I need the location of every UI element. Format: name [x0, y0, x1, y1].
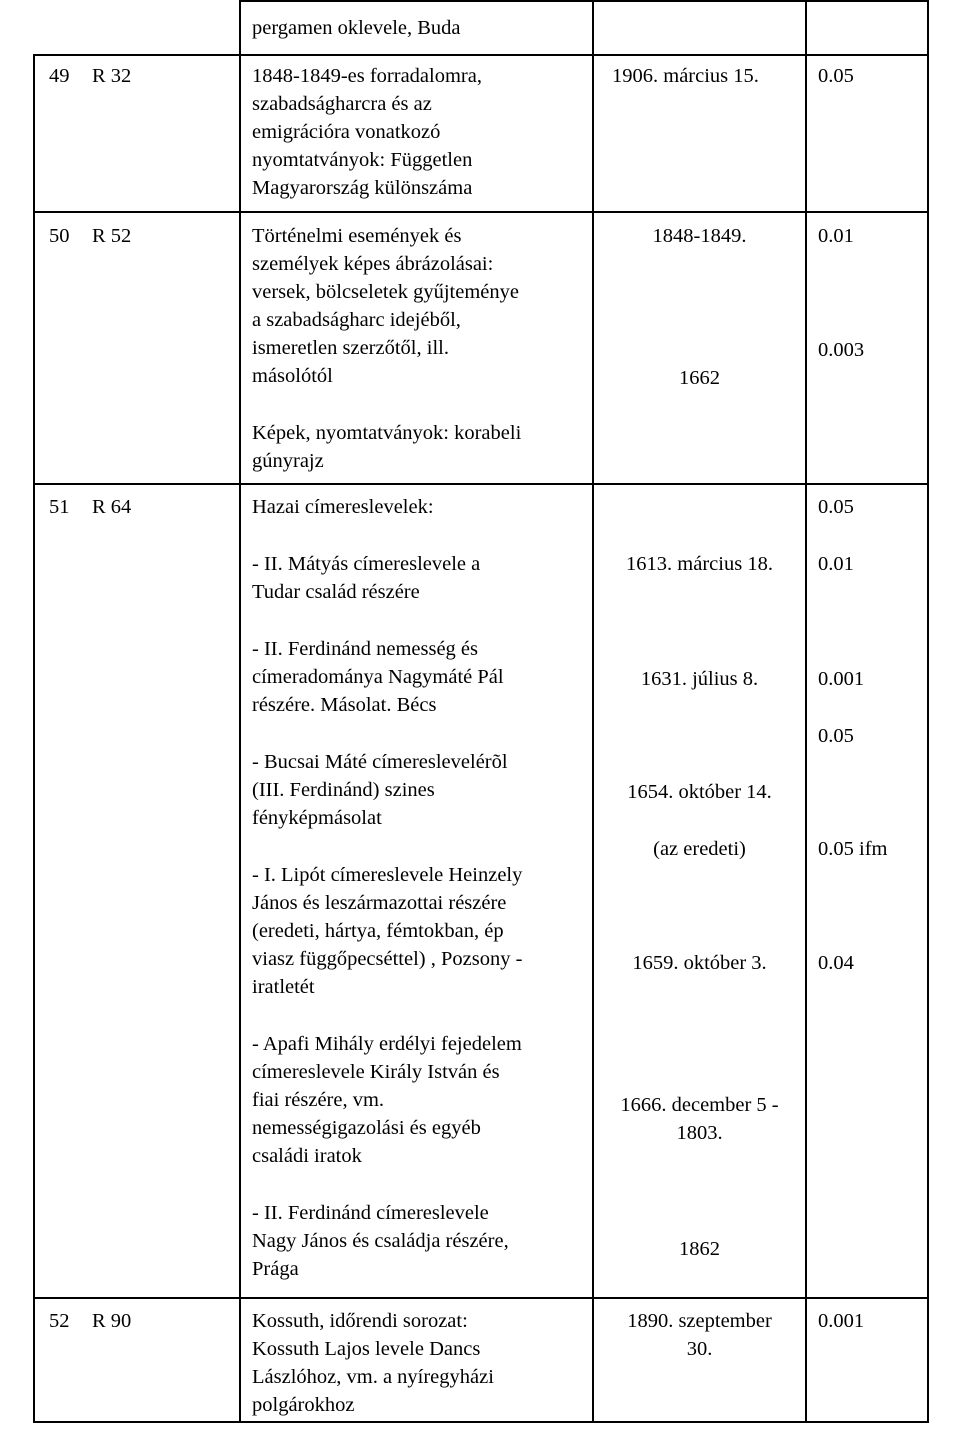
item-date: 1862 — [679, 1238, 720, 1260]
item-date: 1654. október 14. — [627, 781, 772, 803]
item-date: 1631. július 8. — [640, 668, 759, 690]
description-line: viasz függőpecséttel) , Pozsony - — [252, 948, 523, 970]
item-value: 0.04 — [818, 952, 854, 974]
description-line: János és leszármazottai részére — [252, 892, 507, 914]
description-line: iratletét — [252, 976, 315, 998]
description-line: Prága — [252, 1258, 299, 1280]
item-value: 0.05 — [818, 725, 854, 747]
description-line: Képek, nyomtatványok: korabeli — [252, 422, 522, 444]
description-line: nyomtatványok: Független — [252, 149, 473, 171]
description-line: Magyarország különszáma — [252, 177, 473, 199]
item-value: 0.05 ifm — [818, 838, 888, 860]
description-line: pergamen oklevele, Buda — [252, 17, 461, 39]
description-line: Tudar család részére — [252, 581, 420, 603]
item-value: 0.001 — [818, 668, 865, 690]
description-line: polgárokhoz — [252, 1394, 355, 1416]
description-line: versek, bölcseletek gyűjteménye — [252, 281, 519, 303]
table-row-divider — [239, 0, 929, 2]
item-date: 1906. március 15. — [612, 65, 759, 87]
item-date: 1659. október 3. — [632, 952, 767, 974]
description-line: a szabadságharc idejéből, — [252, 309, 461, 331]
description-line: emigrációra vonatkozó — [252, 121, 441, 143]
table-border-right — [927, 0, 929, 1423]
description-line: Lászlóhoz, vm. a nyíregyházi — [252, 1366, 494, 1388]
item-date: 1848-1849. — [652, 225, 747, 247]
table-border-bottom — [33, 1421, 929, 1423]
item-date: 1890. szeptember — [627, 1310, 772, 1332]
item-value: 0.001 — [818, 1310, 865, 1332]
item-description — [252, 493, 522, 1283]
description-line: - Apafi Mihály erdélyi fejedelem — [252, 1033, 522, 1055]
description-line: gúnyrajz — [252, 450, 324, 472]
description-line: Nagy János és családja részére, — [252, 1230, 509, 1252]
description-line: családi iratok — [252, 1145, 362, 1167]
item-date: (az eredeti) — [653, 838, 746, 860]
item-reference: R 64 — [92, 496, 132, 518]
table-row-divider — [33, 211, 929, 213]
description-line: ismeretlen szerzőtől, ill. — [252, 337, 449, 359]
description-line: Hazai címereslevelek: — [252, 496, 434, 518]
item-value: 0.01 — [818, 553, 854, 575]
description-line: (eredeti, hártya, fémtokban, ép — [252, 920, 504, 942]
item-description — [252, 222, 521, 475]
table-divider-col-value — [805, 0, 807, 1423]
item-date: 30. — [686, 1338, 713, 1360]
item-number: 49 — [49, 65, 70, 87]
description-line: fényképmásolat — [252, 807, 382, 829]
table-divider-col-date — [592, 0, 594, 1423]
description-line: nemességigazolási és egyéb — [252, 1117, 481, 1139]
description-line: (III. Ferdinánd) szines — [252, 779, 435, 801]
description-line: szabadságharcra és az — [252, 93, 432, 115]
item-reference: R 52 — [92, 225, 132, 247]
description-line: Történelmi események és — [252, 225, 462, 247]
item-date: 1662 — [679, 367, 720, 389]
item-number: 51 — [49, 496, 70, 518]
description-line: címeradománya Nagymáté Pál — [252, 666, 504, 688]
description-line: - II. Ferdinánd címereslevele — [252, 1202, 489, 1224]
item-date: 1613. március 18. — [626, 553, 773, 575]
description-line: Kossuth, időrendi sorozat: — [252, 1310, 468, 1332]
table-divider-col-desc — [239, 0, 241, 1423]
description-line: részére. Másolat. Bécs — [252, 694, 437, 716]
item-description — [252, 14, 461, 42]
item-reference: R 90 — [92, 1310, 132, 1332]
table-row-divider — [33, 483, 929, 485]
description-line: fiai részére, vm. — [252, 1089, 385, 1111]
item-value: 0.05 — [818, 65, 854, 87]
item-number: 52 — [49, 1310, 70, 1332]
description-line: - II. Mátyás címereslevele a — [252, 553, 481, 575]
item-reference: R 32 — [92, 65, 132, 87]
description-line: személyek képes ábrázolásai: — [252, 253, 494, 275]
item-value: 0.003 — [818, 339, 865, 361]
table-row-divider — [33, 1297, 929, 1299]
table-border-left — [33, 54, 35, 1423]
description-line: - I. Lipót címereslevele Heinzely — [252, 864, 523, 886]
item-date: 1666. december 5 - — [620, 1094, 779, 1116]
table-row-divider — [33, 54, 929, 56]
item-value: 0.01 — [818, 225, 854, 247]
description-line: - Bucsai Máté címereslevelérõl — [252, 751, 508, 773]
description-line: másolótól — [252, 365, 333, 387]
description-line: - II. Ferdinánd nemesség és — [252, 638, 479, 660]
item-date: 1803. — [676, 1122, 723, 1144]
description-line: címereslevele Király István és — [252, 1061, 500, 1083]
item-description — [252, 1307, 494, 1419]
item-value: 0.05 — [818, 496, 854, 518]
description-line: 1848-1849-es forradalomra, — [252, 65, 482, 87]
item-description — [252, 62, 482, 202]
description-line: Kossuth Lajos levele Dancs — [252, 1338, 481, 1360]
item-number: 50 — [49, 225, 70, 247]
